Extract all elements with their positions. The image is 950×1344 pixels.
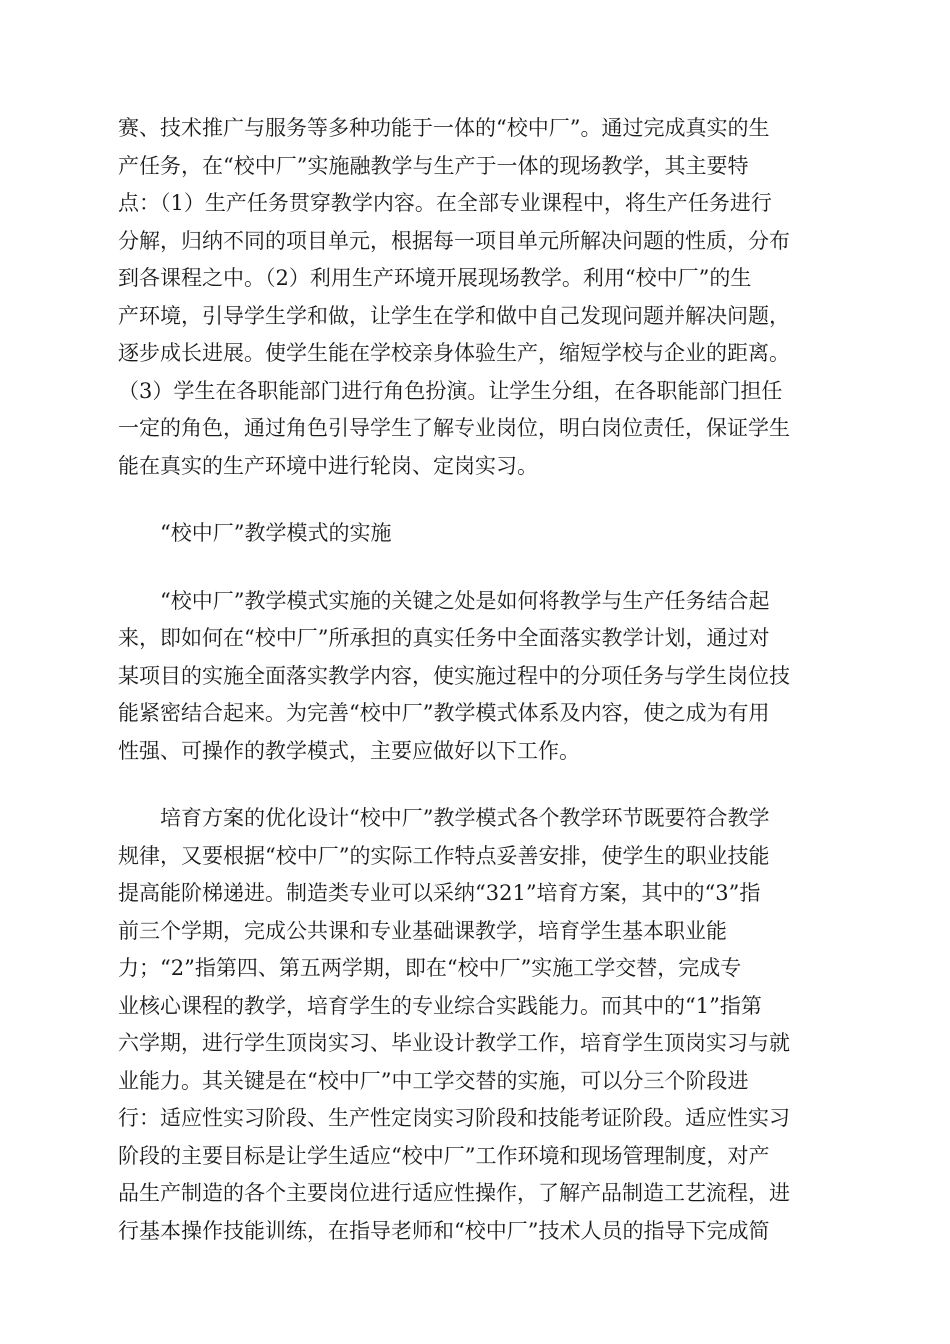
text-line: 力；“2”指第四、第五两学期，即在“校中厂”实施工学交替，完成专 xyxy=(118,956,742,980)
text-line: 能紧密结合起来。为完善“校中厂”教学模式体系及内容，使之成为有用 xyxy=(118,701,770,725)
text-line: 产任务，在“校中厂”实施融教学与生产于一体的现场教学，其主要特 xyxy=(118,153,749,178)
text-line: 赛、技术推广与服务等多种功能于一体的“校中厂”。通过完成真实的生 xyxy=(118,116,770,140)
text-line: 阶段的主要目标是让学生适应“校中厂”工作环境和现场管理制度，对产 xyxy=(118,1143,770,1168)
text-line: 性强、可操作的教学模式，主要应做好以下工作。 xyxy=(118,738,580,763)
text-line: 某项目的实施全面落实教学内容，使实施过程中的分项任务与学生岗位技 xyxy=(118,663,790,688)
text-line: 点：（1）生产任务贯穿教学内容。在全部专业课程中，将生产任务进行 xyxy=(118,191,772,215)
paragraph-spacing xyxy=(118,770,834,800)
text-line: 六学期，进行学生顶岗实习、毕业设计教学工作，培育学生顶岗实习与就 xyxy=(118,1031,790,1055)
text-line: 提高能阶梯递进。制造类专业可以采纳“321”培育方案，其中的“3”指 xyxy=(118,881,761,905)
text-line: “校中厂”教学模式的实施 xyxy=(160,521,392,545)
paragraph-p2 xyxy=(118,515,834,553)
paragraph-p3 xyxy=(118,583,834,771)
text-line: 前三个学期，完成公共课和专业基础课教学，培育学生基本职业能 xyxy=(118,918,727,943)
paragraph-p4 xyxy=(118,800,834,1250)
text-line: 规律，又要根据“校中厂”的实际工作特点妥善安排，使学生的职业技能 xyxy=(118,843,770,868)
text-line: 能在真实的生产环境中进行轮岗、定岗实习。 xyxy=(118,453,538,478)
text-line: 来，即如何在“校中厂”所承担的真实任务中全面落实教学计划，通过对 xyxy=(118,626,770,650)
text-line: 产环境，引导学生学和做，让学生在学和做中自己发现问题并解决问题， xyxy=(118,303,790,328)
paragraph-spacing xyxy=(118,553,834,583)
text-line: 培育方案的优化设计“校中厂”教学模式各个教学环节既要符合教学 xyxy=(160,806,770,830)
document-body xyxy=(118,110,834,1250)
paragraph-p1 xyxy=(118,110,834,485)
text-line: （3）学生在各职能部门进行角色扮演。让学生分组，在各职能部门担任 xyxy=(118,378,783,403)
text-line: 一定的角色，通过角色引导学生了解专业岗位，明白岗位责任，保证学生 xyxy=(118,416,790,440)
text-line: 业核心课程的教学，培育学生的专业综合实践能力。而其中的“1”指第 xyxy=(118,993,762,1018)
text-line: 分解，归纳不同的项目单元，根据每一项目单元所解决问题的性质，分布 xyxy=(118,228,790,253)
text-line: 行：适应性实习阶段、生产性定岗实习阶段和技能考证阶段。适应性实习 xyxy=(118,1106,790,1130)
text-line: 行基本操作技能训练，在指导老师和“校中厂”技术人员的指导下完成简 xyxy=(118,1218,770,1243)
text-line: 业能力。其关键是在“校中厂”中工学交替的实施，可以分三个阶段进 xyxy=(118,1068,749,1093)
text-line: “校中厂”教学模式实施的关键之处是如何将教学与生产任务结合起 xyxy=(160,588,770,613)
text-line: 品生产制造的各个主要岗位进行适应性操作，了解产品制造工艺流程，进 xyxy=(118,1181,790,1205)
paragraph-spacing xyxy=(118,485,834,515)
text-line: 逐步成长进展。使学生能在学校亲身体验生产，缩短学校与企业的距离。 xyxy=(118,341,790,365)
text-line: 到各课程之中。（2）利用生产环境开展现场教学。利用“校中厂”的生 xyxy=(118,266,752,290)
